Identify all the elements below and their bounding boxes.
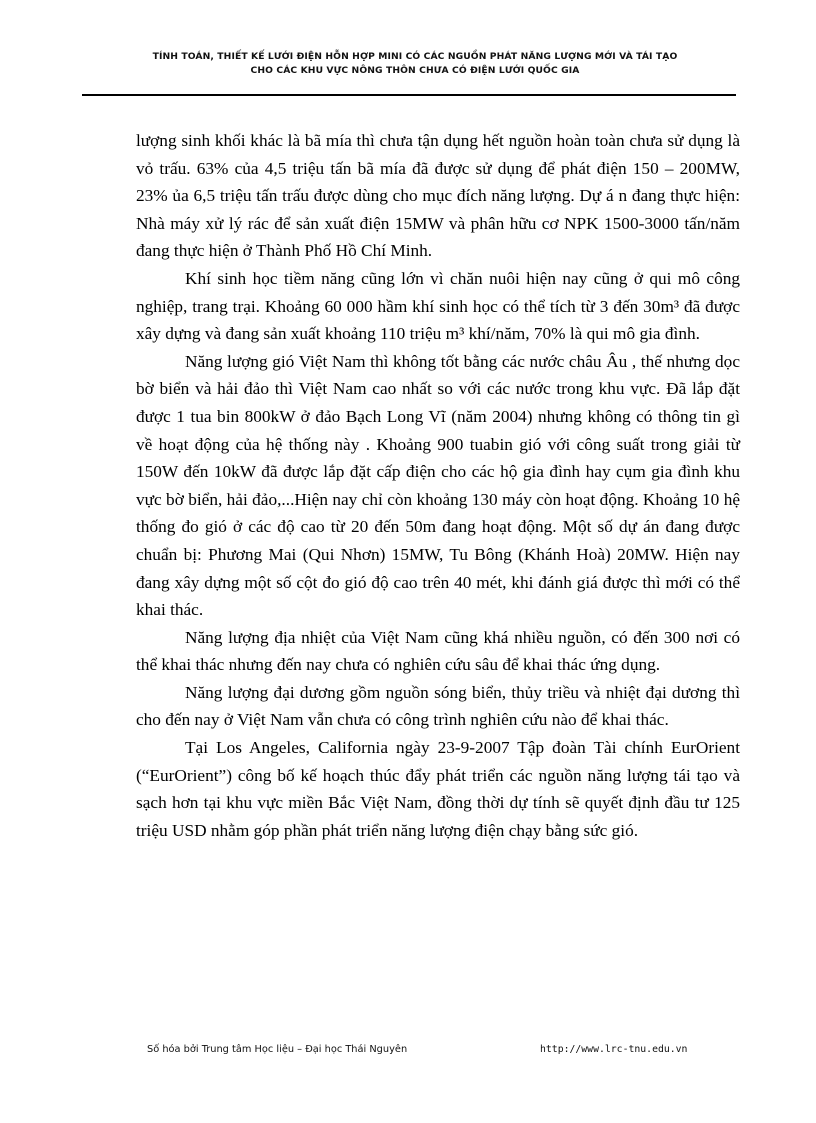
body-text xyxy=(136,127,740,844)
header-divider xyxy=(82,94,736,96)
paragraph-6: Tại Los Angeles, California ngày 23-9-2007 Tập đoàn Tài chính EurOrient (“EurOrient”) công bố kế hoạch thúc đẩy phát triển các nguồn năng lượng tái tạo và sạch hơn tại khu vực miền Bắc Việt Nam, đồng thời dự tính sẽ quyết định đầu tư 125 triệu USD nhằm góp phần phát triển năng lượng điện chạy bằng sức gió. xyxy=(136,738,740,840)
paragraph-3: Năng lượng gió Việt Nam thì không tốt bằng các nước châu Âu , thế nhưng dọc bờ biển và hải đảo thì Việt Nam cao nhất so với các nước trong khu vực. Đã lắp đặt được 1 tua bin 800kW ở đảo Bạch Long Vĩ (năm 2004) nhưng không có thông tin gì về hoạt động của hệ thống này . Khoảng 900 tuabin gió với công suất trong giải từ 150W đến 10kW đã được lắp đặt cấp điện cho các hộ gia đình hay cụm gia đình khu vực bờ biển, hải đảo,...Hiện nay chỉ còn khoảng 130 máy còn hoạt động. Khoảng 10 hệ thống đo gió ở các độ cao từ 20 đến 50m đang hoạt động. Một số dự án đang được chuẩn bị: Phương Mai (Qui Nhơn) 15MW, Tu Bông (Khánh Hoà) 20MW. Hiện nay đang xây dựng một số cột đo gió độ cao trên 40 mét, khi đánh giá được thì mới có thể khai thác. xyxy=(136,351,740,620)
paragraph-1: lượng sinh khối khác là bã mía thì chưa tận dụng hết nguồn hoàn toàn chưa sử dụng là vỏ trấu. 63% của 4,5 triệu tấn bã mía đã được sử dụng để phát điện 150 – 200MW, 23% ủa 6,5 triệu tấn trấu được dùng cho mục đích năng lượng. Dự á n đang thực hiện: Nhà máy xử lý rác để sản xuất điện 15MW và phân hữu cơ NPK 1500-3000 tấn/năm đang thực hiện ở Thành Phố Hồ Chí Minh. xyxy=(136,131,740,261)
footer-url-link[interactable]: http://www.lrc-tnu.edu.vn xyxy=(540,1044,688,1055)
paragraph-5: Năng lượng đại dương gồm nguồn sóng biển, thủy triều và nhiệt đại dương thì cho đến nay ở Việt Nam vẫn chưa có công trình nghiên cứu nào để khai thác. xyxy=(136,682,740,730)
header-line-1: TÍNH TOÁN, THIẾT KẾ LƯỚI ĐIỆN HỖN HỢP MINI CÓ CÁC NGUỒN PHÁT NĂNG LƯỢNG MỚI VÀ TÁI TẠO xyxy=(152,51,678,62)
running-header xyxy=(90,50,740,78)
paragraph-4: Năng lượng địa nhiệt của Việt Nam cũng khá nhiều nguồn, có đến 300 nơi có thể khai thác nhưng đến nay chưa có nghiên cứu sâu để khai thác ứng dụng. xyxy=(136,627,740,675)
footer-source: Số hóa bởi Trung tâm Học liệu – Đại học Thái Nguyên xyxy=(147,1044,408,1055)
paragraph-2: Khí sinh học tiềm năng cũng lớn vì chăn nuôi hiện nay cũng ở qui mô công nghiệp, trang trại. Khoảng 60 000 hầm khí sinh học có thể tích từ 3 đến 30m³ đã được xây dựng và đang sản xuất khoảng 110 triệu m³ khí/năm, 70% là qui mô gia đình. xyxy=(136,268,740,344)
header-line-2: CHO CÁC KHU VỰC NÔNG THÔN CHƯA CÓ ĐIỆN LƯỚI QUỐC GIA xyxy=(250,65,580,76)
